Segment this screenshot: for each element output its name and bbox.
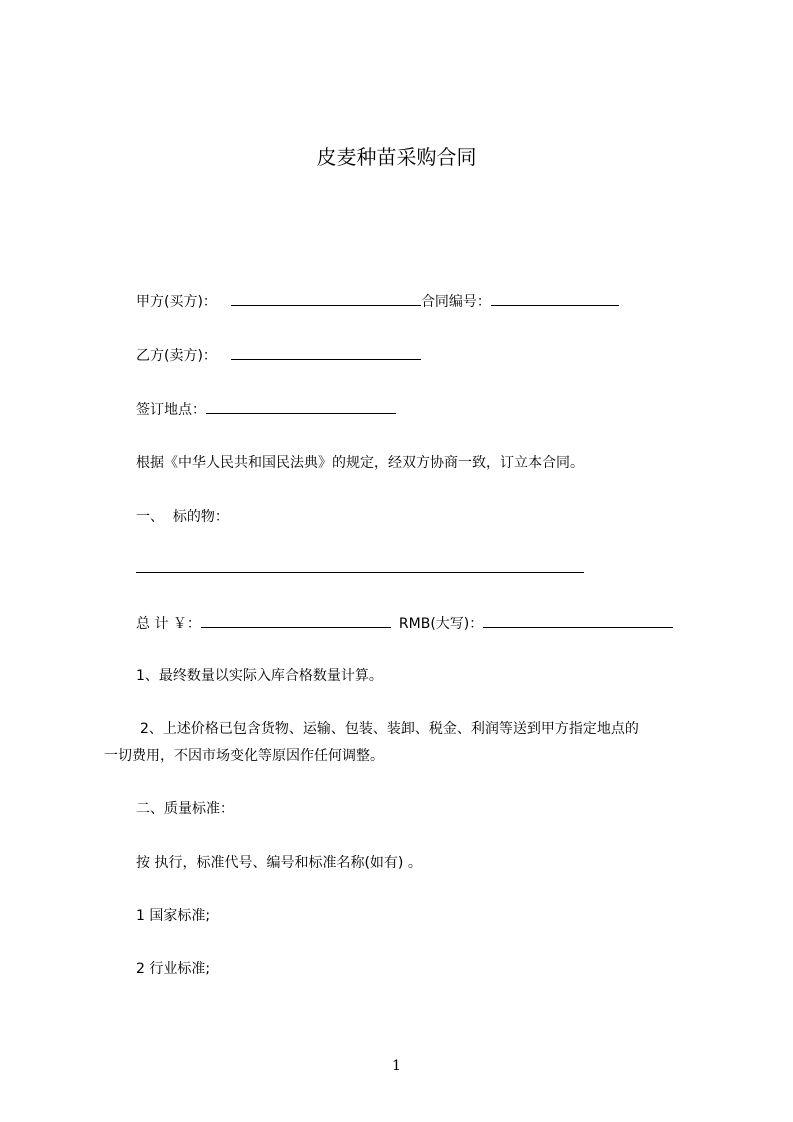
standard-item-2: 2 行业标准; <box>136 961 211 977</box>
section1-heading: 一、 标的物： <box>136 509 229 525</box>
contract-no-blank[interactable] <box>491 291 619 306</box>
total-row <box>136 613 673 634</box>
standard-item-1: 1 国家标准; <box>136 908 211 924</box>
preamble-text: 根据《中华人民共和国民法典》的规定，经双方协商一致，订立本合同。 <box>136 455 584 471</box>
page-number: 1 <box>392 1058 401 1074</box>
total-amount-blank[interactable] <box>201 613 391 628</box>
party-b-label: 乙方(卖方)： <box>136 348 217 364</box>
party-b-row <box>136 345 421 366</box>
party-a-label: 甲方(买方)： <box>136 294 217 310</box>
party-a-blank[interactable] <box>231 291 421 306</box>
party-b-blank[interactable] <box>231 345 421 360</box>
rmb-amount-blank[interactable] <box>483 613 673 628</box>
rmb-label: RMB(大写)： <box>398 616 484 632</box>
sign-place-blank[interactable] <box>206 399 396 414</box>
document-title: 皮麦种苗采购合同 <box>316 145 477 169</box>
clause-item-2-line-2: 一切费用，不因市场变化等原因作任何调整。 <box>104 748 384 764</box>
party-a-row <box>136 291 619 312</box>
total-label: 总 计 ￥： <box>136 616 201 632</box>
sign-place-label: 签订地点： <box>136 402 206 418</box>
contract-no-label: 合同编号： <box>420 294 491 310</box>
sign-place-row <box>136 399 396 420</box>
section2-heading: 二、质量标准： <box>136 801 234 817</box>
standard-text: 按 执行，标准代号、编号和标准名称(如有) 。 <box>136 855 422 871</box>
subject-matter-blank[interactable] <box>136 572 584 573</box>
clause-item-2-line-1: 2、上述价格已包含货物、运输、包装、装卸、税金、利润等送到甲方指定地点的 <box>140 721 639 737</box>
clause-item-1: 1、最终数量以实际入库合格数量计算。 <box>136 668 383 684</box>
